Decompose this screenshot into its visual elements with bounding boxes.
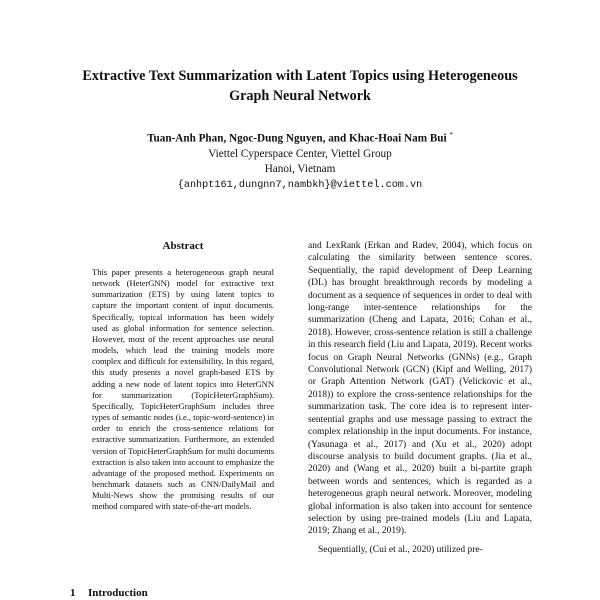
abstract-heading: Abstract xyxy=(162,240,204,252)
location: Hanoi, Vietnam xyxy=(264,163,336,176)
body-paragraph-next: Sequentially, (Cui et al., 2020) utilized pre- xyxy=(318,544,483,555)
section-title: Introduction xyxy=(88,587,148,599)
title-line-1: Extractive Text Summarization with Latent Topics using Heterogeneous xyxy=(82,68,518,84)
corresponding-author-mark: * xyxy=(449,131,453,139)
right-column xyxy=(308,240,532,556)
section-heading-introduction xyxy=(70,586,148,600)
author-block xyxy=(40,128,560,193)
abstract-text: This paper presents a heterogeneous graph neural network (HeterGNN) model for extractive text summarization (ETS) by using latent topics to capture the important content of input documents. Specifically, topical information has been widely used as global information for sentence selection. However, most of the recent approaches use neural models, which lead the training models more complex and difficult for extensibility. In this regard, this study presents a novel graph-based ETS by adding a new node of latent topics into HeterGNN for summarization (TopicHeterGraphSum). Specifically, TopicHeterGraphSum includes three types of semantic nodes (i.e., topic-word-sentence) in order to enrich the cross-sentence relations for extractive summarization. Furthermore, an extended version of TopicHeterGraphSum for multi documents extraction is also taken into account to emphasize the advantage of the proposed method. Experiments on benchmark datasets such as CNN/DailyMail and Multi-News show the promising results of our method compared with state-of-the-art models. xyxy=(92,267,274,512)
author-names-line xyxy=(40,128,560,147)
abstract-column xyxy=(92,240,274,512)
title-line-2: Graph Neural Network xyxy=(229,88,371,104)
section-number: 1 xyxy=(70,587,76,599)
paper-title xyxy=(40,66,560,106)
author-names: Tuan-Anh Phan, Ngoc-Dung Nguyen, and Khac-Hoai Nam Bui xyxy=(147,132,447,145)
author-emails: {anhpt161,dungnn7,nambkh}@viettel.com.vn xyxy=(177,179,423,191)
affiliation: Viettel Cyperspace Center, Viettel Group xyxy=(208,148,392,161)
body-paragraph: and LexRank (Erkan and Radev, 2004), which focus on calculating the similarity between sentence scores. Sequentially, the rapid development of Deep Learning (DL) has brought breakthrough records by modeling a document as a sequence of sequences in order to deal with long-range inter-sentence relationships for the summarization (Cheng and Lapata, 2016; Cohan et al., 2018). However, cross-sentence relation is still a challenge in this research field (Liu and Lapata, 2019). Recent works focus on Graph Neural Networks (GNNs) (e.g., Graph Convolutional Network (GCN) (Kipf and Welling, 2017) or Graph Attention Network (GAT) (Velickovic et al., 2018)) to explore the cross-sentence relationships for the summarization task. The core idea is to represent inter-sentential graphs and use message passing to extract the complex relationship in the input documents. For instance, (Yasunaga et al., 2017) and (Xu et al., 2020) adopt discourse analysis to build document graphs. (Jia et al., 2020) and (Wang et al., 2020) built a bi-partite graph between words and sentences, which is regarded as a heterogeneous graph neural network. Moreover, modeling global information is also taken into account for sentence selection by using pre-trained models (Liu and Lapata, 2019; Zhang et al., 2019). xyxy=(308,241,532,537)
